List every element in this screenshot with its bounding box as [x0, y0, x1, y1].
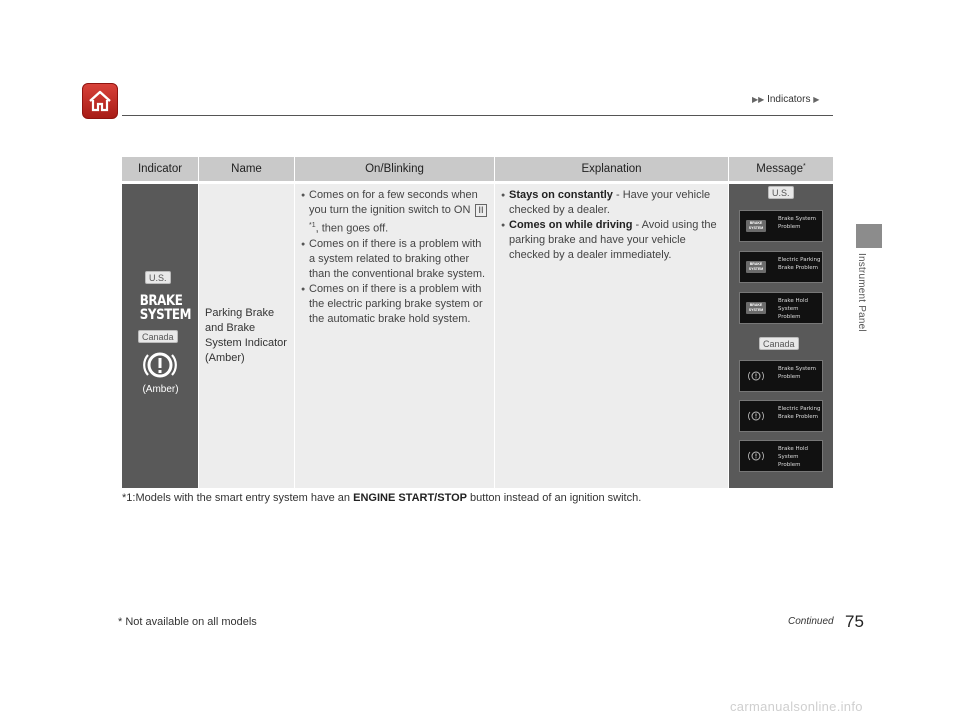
message-line: Brake Problem: [778, 265, 819, 271]
on-blinking-item: ● Comes on if there is a problem with the electric parking brake system or the automatic brake hold system.: [301, 282, 488, 327]
col-header-indicator: Indicator: [122, 157, 199, 181]
on-blinking-item: [301, 188, 488, 237]
ignition-on-key-badge: II: [475, 204, 486, 217]
brake-system-line2: SYSTEM: [139, 307, 192, 323]
mini-icon-line: SYSTEM: [748, 267, 764, 271]
message-cell: [729, 184, 833, 488]
on-blinking-text: , then goes off.: [315, 222, 389, 235]
col-header-on-blinking: On/Blinking: [295, 157, 495, 181]
name-cell: Parking Brake and Brake System Indicator (Amber): [199, 184, 295, 488]
message-line: Brake System: [778, 216, 817, 222]
footnote-bold: ENGINE START/STOP: [353, 492, 467, 504]
page-number: 75: [845, 612, 864, 631]
on-blinking-text: Comes on for a few seconds when you turn the ignition switch to ON: [309, 189, 478, 216]
explanation-item: [501, 188, 722, 218]
triangle-icon: ▶▶: [752, 95, 765, 104]
message-line: Problem: [778, 462, 801, 468]
header-rule: [122, 115, 833, 116]
brake-warning-mini-icon: [746, 410, 766, 422]
footnote-ref[interactable]: *1: [309, 222, 316, 229]
message-line: System: [778, 306, 799, 312]
message-line: Electric Parking: [778, 257, 821, 263]
col-header-explanation: Explanation: [495, 157, 729, 181]
section-tab-marker: [856, 224, 882, 248]
brake-warning-mini-icon: [746, 450, 766, 462]
indicator-cell: [122, 184, 199, 488]
explanation-text: - Have your vehicle checked by a dealer.: [509, 189, 711, 216]
footnote-text: button instead of an ignition switch.: [467, 492, 642, 504]
table-header-row: [122, 157, 833, 181]
mini-icon-line: BRAKE: [749, 221, 763, 225]
explanation-item: [501, 218, 722, 263]
brake-warning-mini-icon: [746, 370, 766, 382]
region-tag-canada: Canada: [759, 337, 799, 350]
explanation-cell: [495, 184, 729, 488]
message-line: Problem: [778, 314, 801, 320]
triangle-icon: ▶: [813, 95, 820, 104]
breadcrumb-label: Indicators: [767, 94, 811, 105]
brake-system-mini-icon: [746, 302, 766, 314]
message-line: System: [778, 454, 799, 460]
brake-system-mini-icon: [746, 261, 766, 273]
mini-icon-line: BRAKE: [749, 262, 763, 266]
availability-note: * Not available on all models: [118, 616, 257, 628]
col-header-message: [729, 157, 833, 181]
on-blinking-cell: [295, 184, 495, 488]
table-row: [122, 184, 833, 488]
mini-icon-line: SYSTEM: [748, 226, 764, 230]
brake-system-line1: BRAKE: [139, 293, 183, 309]
section-tab-label: Instrument Panel: [856, 253, 867, 332]
region-tag-canada: Canada: [138, 330, 178, 343]
message-display: [739, 210, 823, 242]
region-tag-us: U.S.: [768, 186, 794, 199]
footnote: [122, 492, 641, 504]
message-display: [739, 360, 823, 392]
home-button[interactable]: [82, 83, 118, 119]
explanation-bold: Stays on constantly: [509, 189, 613, 201]
message-line: Brake System: [778, 366, 817, 372]
mini-icon-line: SYSTEM: [748, 308, 764, 312]
message-display: [739, 292, 823, 324]
message-line: Problem: [778, 224, 801, 230]
brake-system-mini-icon: [746, 220, 766, 232]
message-line: Brake Hold: [778, 298, 809, 304]
not-all-models-mark[interactable]: *: [802, 162, 806, 170]
col-header-message-label: Message: [756, 163, 803, 175]
brake-warning-icon: [143, 348, 177, 382]
home-icon: [88, 90, 112, 112]
message-line: Brake Hold: [778, 446, 809, 452]
message-line: Brake Problem: [778, 414, 819, 420]
watermark: carmanualsonline.info: [730, 699, 863, 714]
explanation-bold: Comes on while driving: [509, 219, 633, 231]
region-tag-us: U.S.: [145, 271, 171, 284]
footnote-text: *1:Models with the smart entry system have an: [122, 492, 354, 504]
breadcrumb[interactable]: [752, 94, 819, 105]
message-line: Problem: [778, 374, 801, 380]
message-display: [739, 400, 823, 432]
message-display: [739, 440, 823, 472]
continued-label: Continued: [788, 616, 834, 627]
col-header-name: Name: [199, 157, 295, 181]
on-blinking-item: ● Comes on if there is a problem with a system related to braking other than the conventional brake system.: [301, 237, 488, 282]
brake-system-symbol: [139, 293, 192, 323]
amber-label: (Amber): [142, 384, 179, 395]
explanation-text: - Avoid using the parking brake and have your vehicle checked by a dealer immediately.: [509, 219, 717, 261]
mini-icon-line: BRAKE: [749, 303, 763, 307]
message-display: [739, 251, 823, 283]
message-line: Electric Parking: [778, 406, 821, 412]
